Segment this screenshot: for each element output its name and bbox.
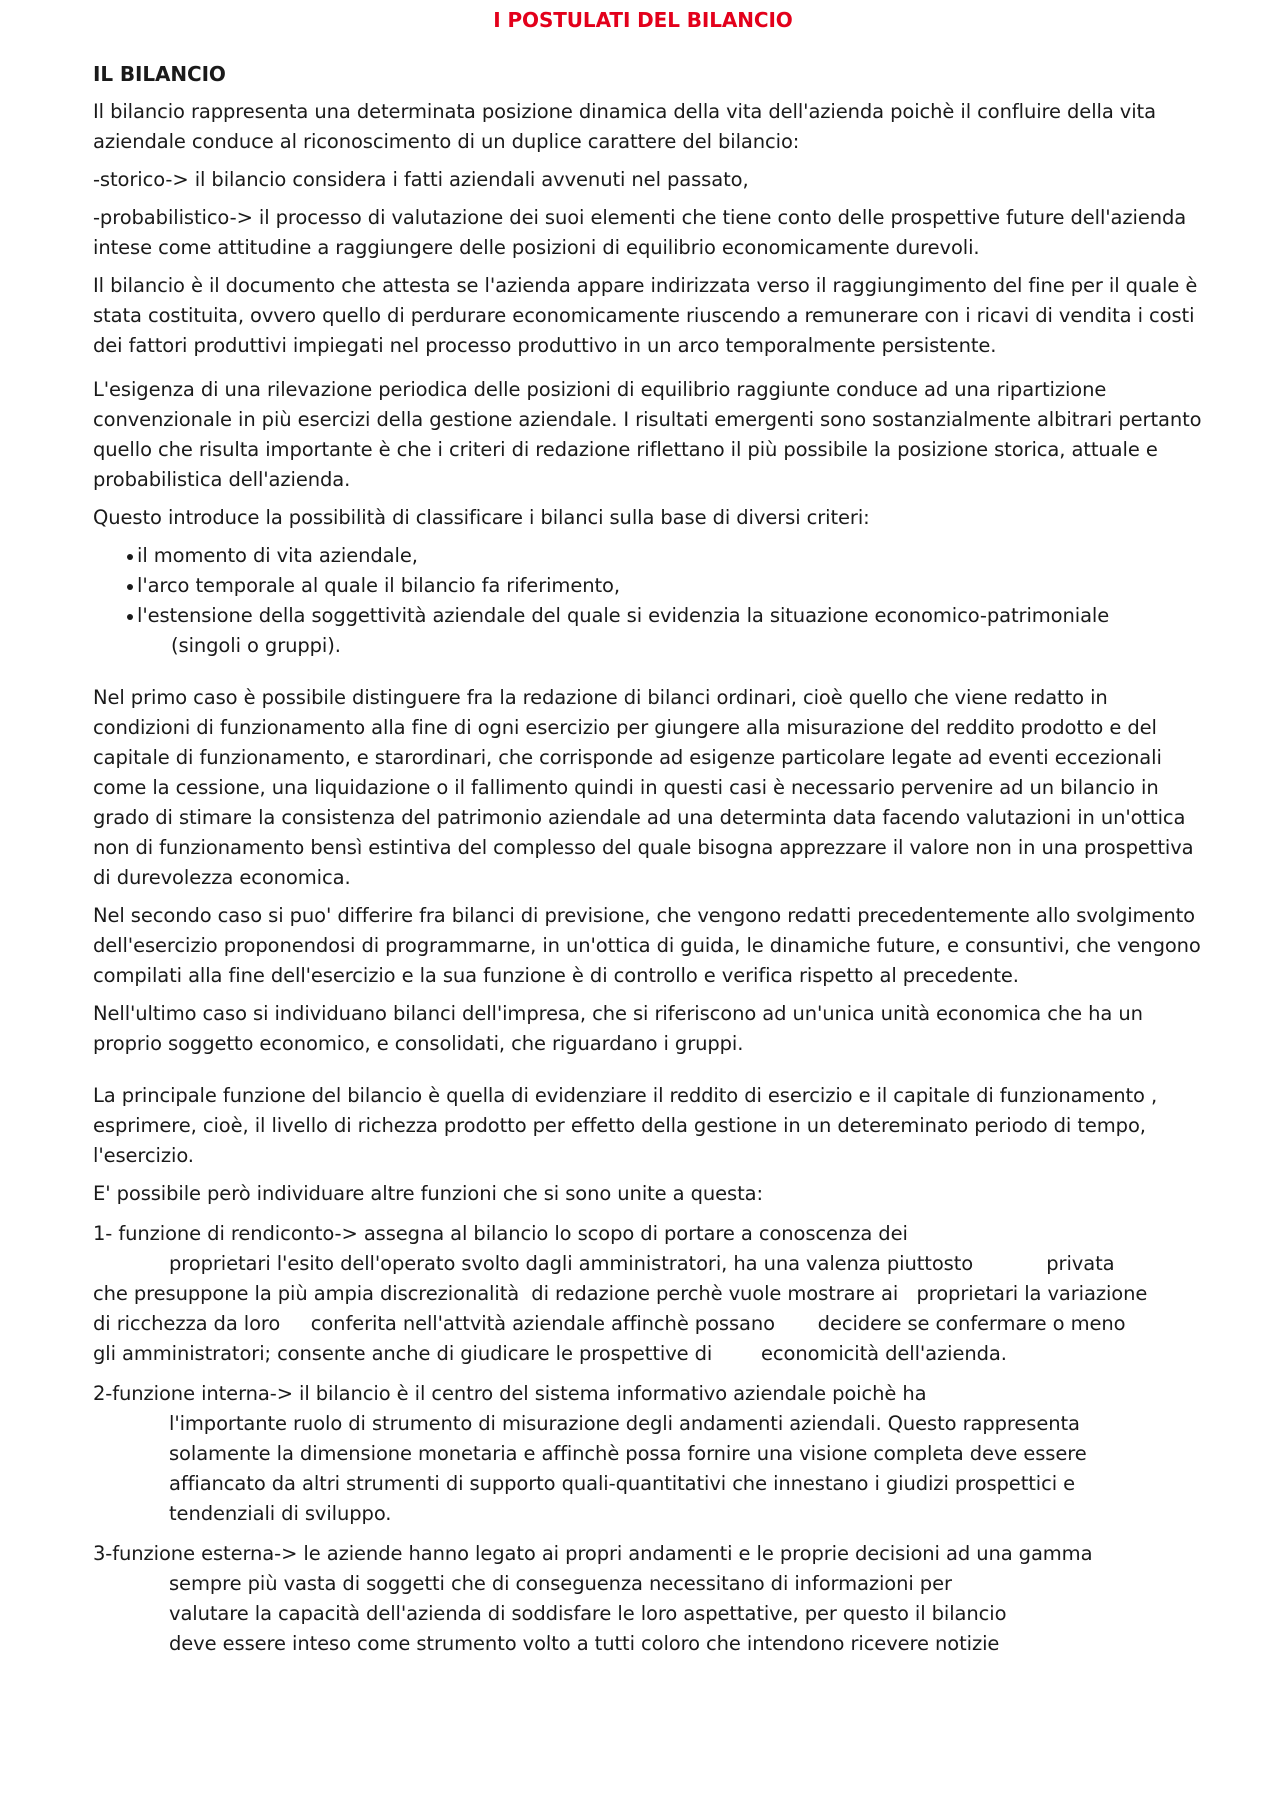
list-item-text: l'arco temporale al quale il bilancio fa riferimento, [137, 574, 620, 597]
section-heading: IL BILANCIO [93, 62, 226, 86]
func-line: sempre più vasta di soggetti che di conseguenza necessitano di informazioni per [169, 1572, 952, 1595]
func-line: tendenziali di sviluppo. [169, 1502, 392, 1525]
primo-caso-paragraph: Nel primo caso è possibile distinguere fra la redazione di bilanci ordinari, cioè quello che viene redatto in condizioni di funzionamento alla fine di ogni esercizio per giungere alla misurazione del reddito prodotto e del capitale di funzionamento, e starordinari, che corrisponde ad esigenze particolare legate ad eventi eccezionali come la cessione, una liquidazione o il fallimento quindi in questi casi è necessario pervenire ad un bilancio in grado di stimare la consistenza del patrimonio aziendale ad una determinta data facendo valutazioni in un'ottica non di funzionamento bensì estintiva del complesso del quale bisogna apprezzare il valore non in una prospettiva di durevolezza economica. [93, 686, 1194, 889]
func-line: affiancato da altri strumenti di supporto quali-quantitativi che innestano i giudizi prospettici e [169, 1472, 1076, 1495]
func-line: 2-funzione interna-> il bilancio è il centro del sistema informativo aziendale poichè ha [93, 1382, 927, 1405]
list-item-continuation: (singoli o gruppi). [171, 634, 341, 657]
intro-paragraph: Il bilancio rappresenta una determinata posizione dinamica della vita dell'azienda poichè il confluire della vita aziendale conduce al riconoscimento di un duplice carattere del bilancio: [93, 100, 1156, 153]
ultimo-caso-paragraph: Nell'ultimo caso si individuano bilanci dell'impresa, che si riferiscono ad un'unica unità economica che ha un proprio soggetto economico, e consolidati, che riguardano i gruppi. [93, 1002, 1143, 1055]
altre-funzioni-paragraph: E' possibile però individuare altre funzioni che si sono unite a questa: [93, 1182, 763, 1205]
probabilistico-paragraph: -probabilistico-> il processo di valutazione dei suoi elementi che tiene conto delle prospettive future dell'azienda intese come attitudine a raggiungere delle posizioni di equilibrio economicamente durevoli. [93, 206, 1187, 259]
func-line: l'importante ruolo di strumento di misurazione degli andamenti aziendali. Questo rappresenta [169, 1412, 1080, 1435]
funzione-principale-paragraph: La principale funzione del bilancio è quella di evidenziare il reddito di esercizio e il capitale di funzionamento , esprimere, cioè, il livello di richezza prodotto per effetto della gestione in un detereminato periodo di tempo, l'esercizio. [93, 1084, 1158, 1167]
page-title: I POSTULATI DEL BILANCIO [493, 8, 793, 32]
func-line: valutare la capacità dell'azienda di soddisfare le loro aspettative, per questo il bilancio [169, 1602, 1007, 1625]
criteri-list [93, 541, 1203, 661]
document-page [93, 0, 1203, 1659]
storico-paragraph: -storico-> il bilancio considera i fatti aziendali avvenuti nel passato, [93, 168, 749, 191]
funzione-esterna [93, 1539, 1203, 1659]
secondo-caso-paragraph: Nel secondo caso si puo' differire fra bilanci di previsione, che vengono redatti precedentemente allo svolgimento dell'esercizio proponendosi di programmarne, in un'ottica di guida, le dinamiche future, e consuntivi, che vengono compilati alla fine dell'esercizio e la sua funzione è di controllo e verifica rispetto al precedente. [93, 904, 1201, 987]
documento-paragraph: Il bilancio è il documento che attesta se l'azienda appare indirizzata verso il raggiungimento del fine per il quale è stata costituita, ovvero quello di perdurare economicamente riuscendo a remunerare con i ricavi di vendita i costi dei fattori produttivi impiegati nel processo produttivo in un arco temporalmente persistente. [93, 274, 1198, 357]
func-line: 3-funzione esterna-> le aziende hanno legato ai propri andamenti e le proprie decisioni ad una gamma [93, 1542, 1093, 1565]
list-item-text: l'estensione della soggettività aziendale del quale si evidenzia la situazione economico-patrimoniale [137, 604, 1110, 627]
list-item [127, 541, 1203, 571]
func-line: di ricchezza da loro conferita nell'attvità aziendale affinchè possano decidere se confermare o meno [93, 1312, 1126, 1335]
func-line: solamente la dimensione monetaria e affinchè possa fornire una visione completa deve essere [169, 1442, 1087, 1465]
funzione-rendiconto [93, 1219, 1203, 1369]
classificare-paragraph: Questo introduce la possibilità di classificare i bilanci sulla base di diversi criteri: [93, 506, 870, 529]
func-line: che presuppone la più ampia discrezionalità di redazione perchè vuole mostrare ai proprietari la variazione [93, 1282, 1148, 1305]
func-line: gli amministratori; consente anche di giudicare le prospettive di economicità dell'azienda. [93, 1342, 1007, 1365]
list-item [127, 571, 1203, 601]
func-line: 1- funzione di rendiconto-> assegna al bilancio lo scopo di portare a conoscenza dei [93, 1222, 908, 1245]
list-item-text: il momento di vita aziendale, [137, 544, 418, 567]
list-item [127, 601, 1203, 661]
funzione-interna [93, 1379, 1203, 1529]
esigenza-paragraph: L'esigenza di una rilevazione periodica delle posizioni di equilibrio raggiunte conduce ad una ripartizione convenzionale in più esercizi della gestione aziendale. I risultati emergenti sono sostanzialmente albitrari pertanto quello che risulta importante è che i criteri di redazione riflettano il più possibile la posizione storica, attuale e probabilistica dell'azienda. [93, 378, 1202, 491]
func-line: proprietari l'esito dell'operato svolto dagli amministratori, ha una valenza piuttosto privata [169, 1252, 1115, 1275]
func-line: deve essere inteso come strumento volto a tutti coloro che intendono ricevere notizie [169, 1632, 1000, 1655]
